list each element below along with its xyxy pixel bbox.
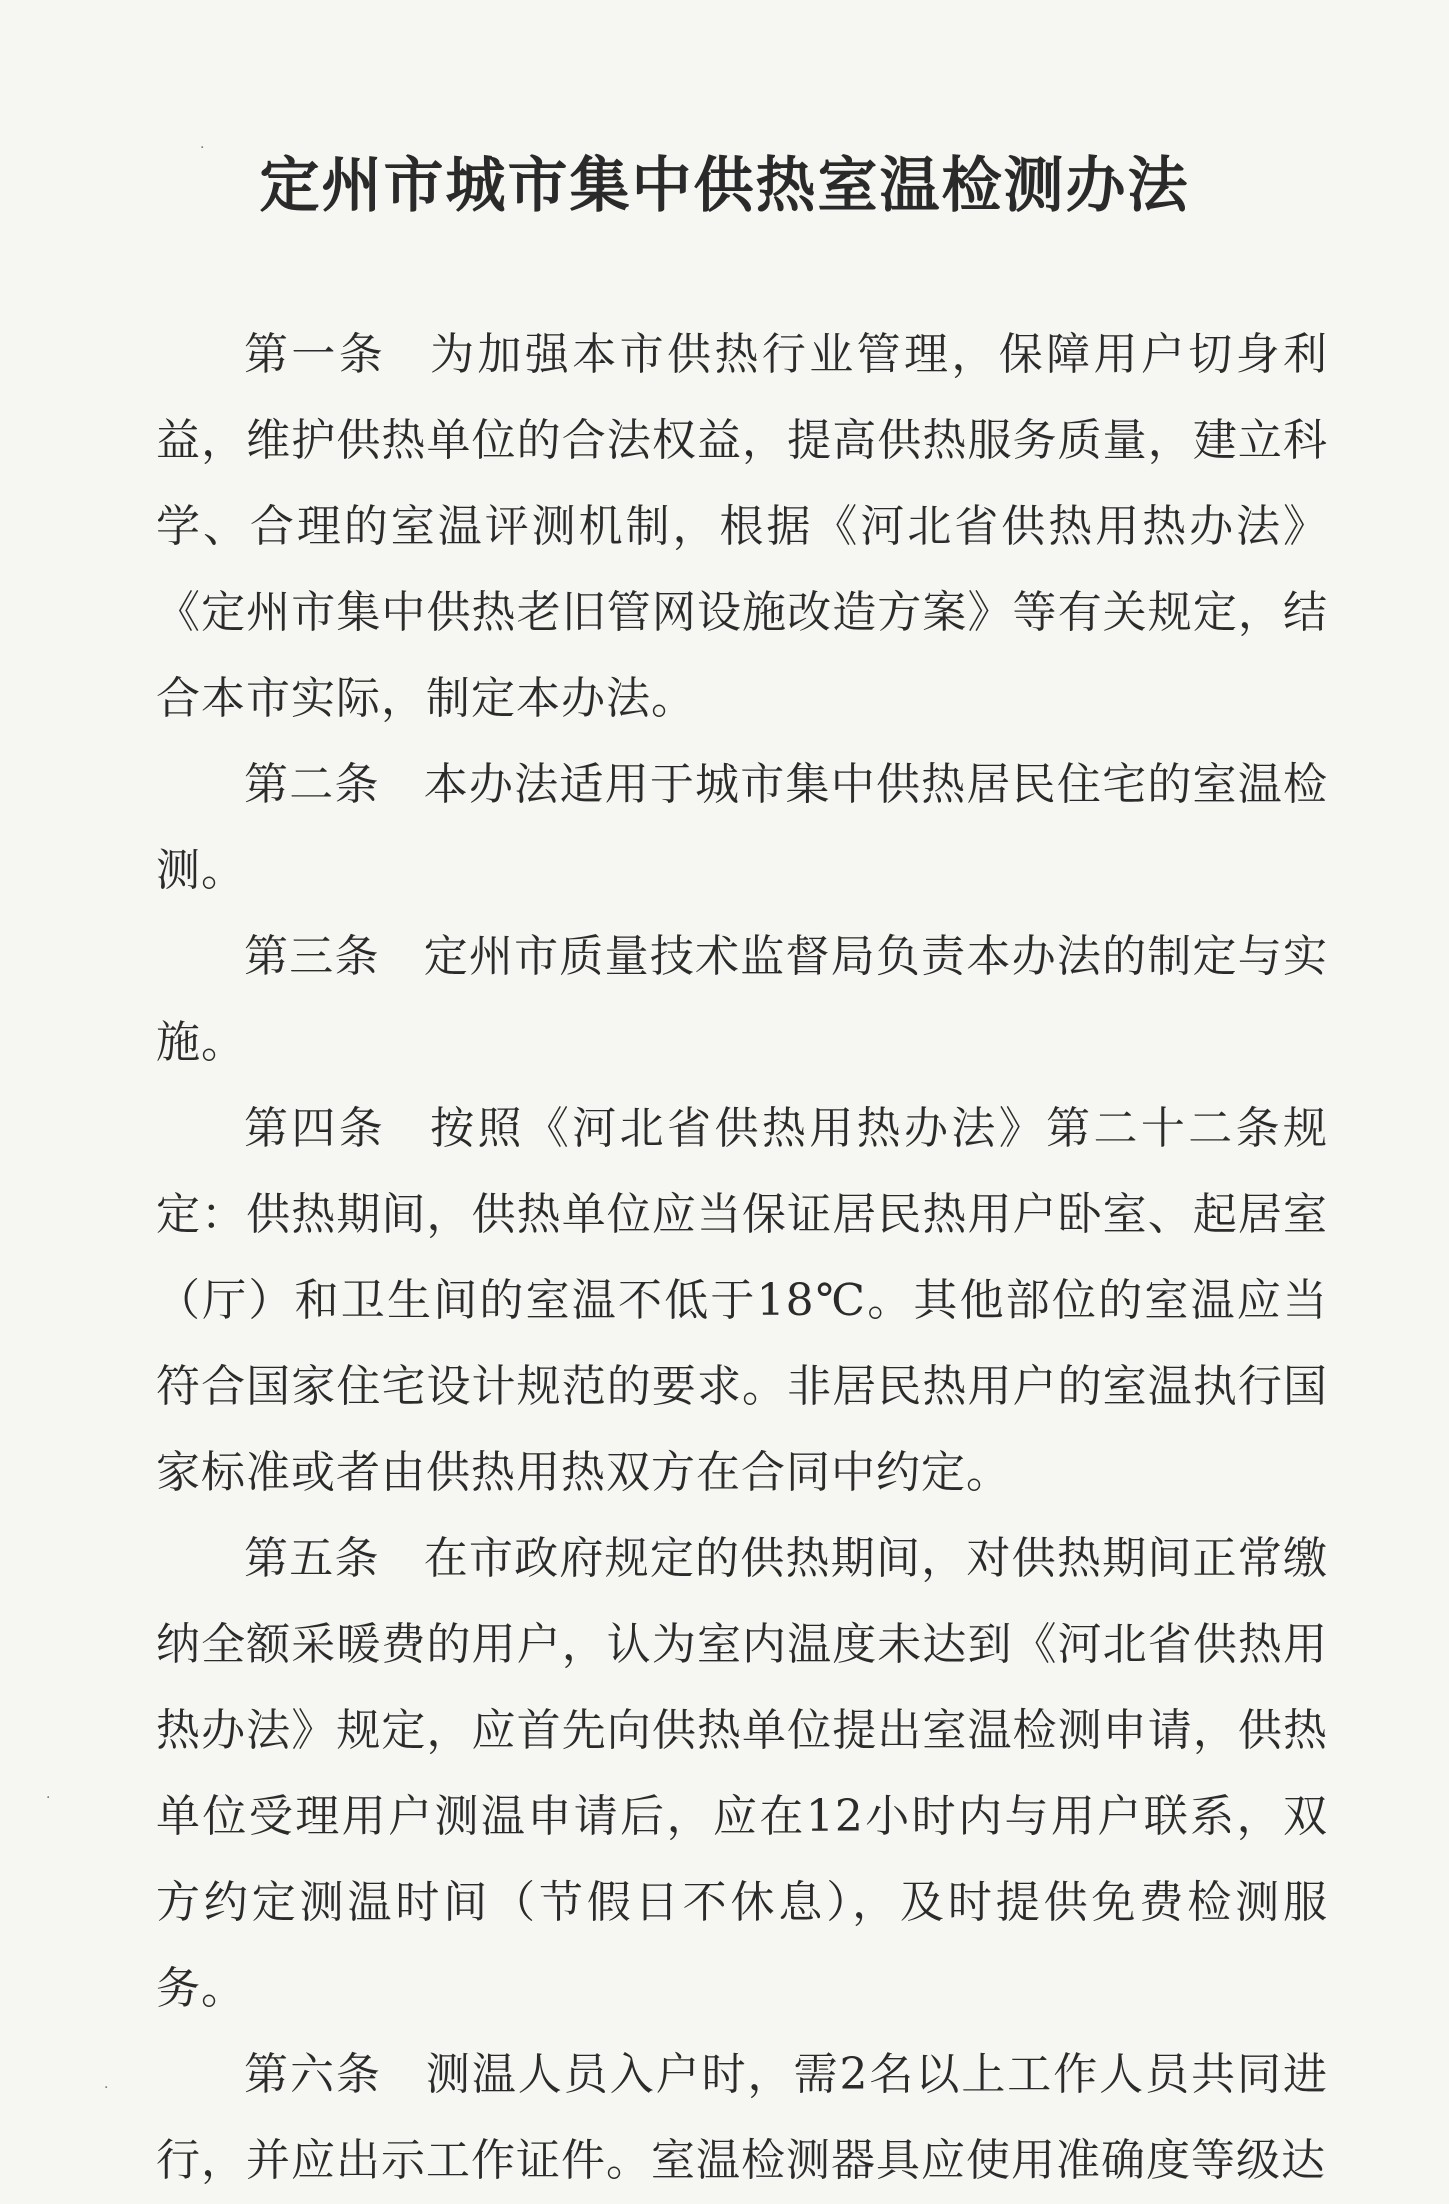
article-1 (156, 312, 1328, 742)
article-label: 第一条 (244, 329, 387, 380)
article-text: 定州市质量技术监督局负责本办法的制定与实施。 (156, 931, 1329, 1068)
article-text: 为加强本市供热行业管理，保障用户切身利益，维护供热单位的合法权益，提高供热服务质量，建立科学、合理的室温评测机制，根据《河北省供热用热办法》《定州市集中供热老旧管网设施改造方案》等有关规定，结合本市实际，制定本办法。 (156, 329, 1329, 724)
document-title: 定州市城市集中供热室温检测办法 (259, 151, 1190, 221)
article-5 (156, 1516, 1328, 2032)
scan-speck: · (200, 140, 205, 156)
article-label: 第五条 (244, 1533, 380, 1584)
article-text: 本办法适用于城市集中供热居民住宅的室温检测。 (156, 759, 1329, 896)
article-6 (156, 2032, 1328, 2204)
scan-speck: · (46, 1790, 51, 1806)
article-4 (156, 1086, 1328, 1516)
article-text: 按照《河北省供热用热办法》第二十二条规定：供热期间，供热单位应当保证居民热用户卧室、起居室（厅）和卫生间的室温不低于18℃。其他部位的室温应当符合国家住宅设计规范的要求。非居民热用户的室温执行国家标准或者由供热用热双方在合同中约定。 (156, 1103, 1329, 1498)
article-2 (156, 742, 1328, 914)
article-label: 第六条 (244, 2049, 382, 2100)
article-label: 第三条 (244, 931, 380, 982)
article-text: 测温人员入户时，需2名以上工作人员共同进行，并应出示工作证件。室温检测器具应使用准确度等级达 (156, 2049, 1329, 2186)
article-label: 第四条 (244, 1103, 387, 1154)
document-body (156, 312, 1328, 2204)
scan-speck: · (104, 2080, 109, 2096)
article-3 (156, 914, 1328, 1086)
article-label: 第二条 (244, 759, 380, 810)
article-text: 在市政府规定的供热期间，对供热期间正常缴纳全额采暖费的用户，认为室内温度未达到《河北省供热用热办法》规定，应首先向供热单位提出室温检测申请，供热单位受理用户测温申请后，应在12小时内与用户联系，双方约定测温时间（节假日不休息），及时提供免费检测服务。 (156, 1533, 1329, 2014)
